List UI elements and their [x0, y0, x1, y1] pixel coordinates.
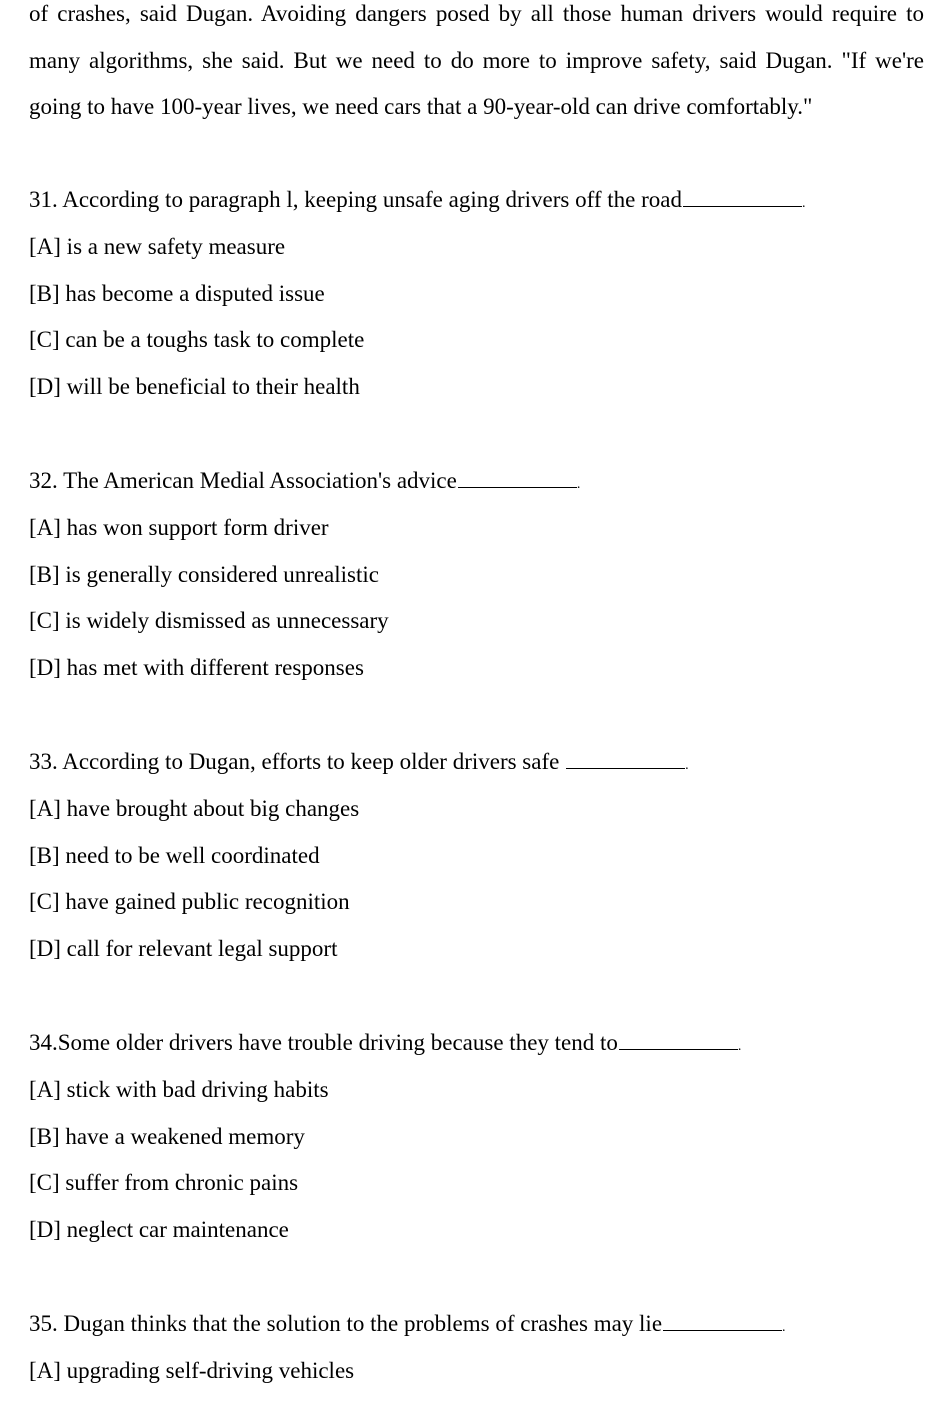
stem-end: . — [801, 196, 806, 211]
option-c: [C] is widely dismissed as unnecessary — [29, 608, 389, 634]
question-32 — [29, 467, 929, 701]
passage-line: going to have 100-year lives, we need cars that a 90-year-old can drive comfortably." — [29, 94, 813, 119]
question-stem — [29, 748, 929, 795]
question-text: 32. The American Medial Association's advice — [29, 468, 457, 493]
answer-blank — [663, 1310, 782, 1331]
option-c: [C] can be a toughs task to complete — [29, 327, 365, 353]
option-a: [A] stick with bad driving habits — [29, 1076, 329, 1102]
option-a: [A] upgrading self-driving vehicles — [29, 1357, 355, 1383]
question-stem — [29, 1029, 929, 1076]
question-text: 33. According to Dugan, efforts to keep older drivers safe — [29, 749, 566, 774]
question-35 — [29, 1310, 929, 1404]
stem-end: . — [737, 1039, 742, 1054]
stem-end: . — [576, 477, 581, 492]
passage-line: many algorithms, she said. But we need to do more to improve safety, said Dugan. "If we're — [29, 47, 924, 73]
question-33 — [29, 748, 929, 982]
option-b: [B] have a weakened memory — [29, 1123, 305, 1149]
question-stem — [29, 467, 929, 514]
option-c: [C] suffer from chronic pains — [29, 1170, 299, 1196]
question-34 — [29, 1029, 929, 1263]
option-a: [A] is a new safety measure — [29, 233, 286, 259]
question-stem — [29, 1310, 929, 1357]
stem-end: . — [685, 758, 689, 773]
option-a: [A] has won support form driver — [29, 514, 329, 540]
option-a: [A] have brought about big changes — [29, 795, 360, 821]
option-b: [B] has become a disputed issue — [29, 280, 325, 306]
answer-blank — [683, 186, 802, 207]
question-text: 35. Dugan thinks that the solution to the problems of crashes may lie — [29, 1311, 663, 1336]
question-text: 31. According to paragraph l, keeping unsafe aging drivers off the road — [29, 187, 682, 212]
answer-blank — [619, 1029, 738, 1050]
passage — [29, 0, 924, 140]
option-d: [D] will be beneficial to their health — [29, 374, 360, 400]
option-b: [B] need to be well coordinated — [29, 842, 320, 868]
answer-blank — [458, 467, 577, 488]
stem-end: . — [782, 1320, 786, 1335]
option-d: [D] neglect car maintenance — [29, 1217, 289, 1243]
option-d: [D] has met with different responses — [29, 655, 364, 681]
question-stem — [29, 186, 929, 233]
question-text: 34.Some older drivers have trouble driving because they tend to — [29, 1030, 618, 1055]
option-b: [B] is generally considered unrealistic — [29, 561, 379, 587]
passage-line: of crashes, said Dugan. Avoiding dangers posed by all those human drivers would require to — [29, 1, 924, 26]
answer-blank — [566, 748, 685, 769]
option-c: [C] have gained public recognition — [29, 889, 350, 915]
option-d: [D] call for relevant legal support — [29, 936, 338, 962]
question-31 — [29, 186, 929, 420]
